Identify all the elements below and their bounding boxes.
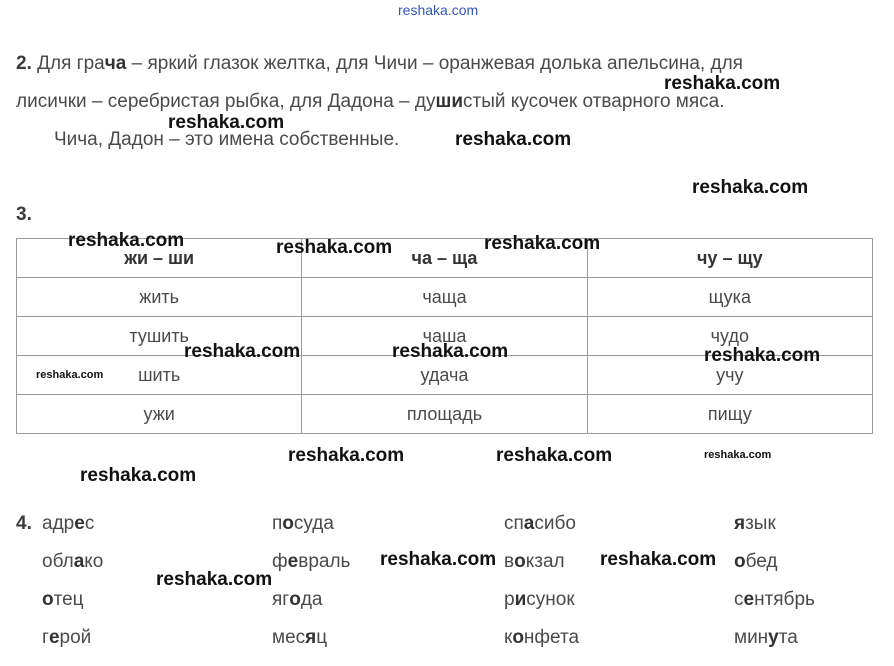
watermark: reshaka.com [704, 449, 772, 461]
ex4-word [734, 551, 778, 573]
ex4-word-part: нтябрь [754, 589, 815, 610]
ex2-line1-b: ча [104, 53, 127, 74]
ex4-word-part: п [272, 513, 283, 534]
ex4-word [734, 589, 815, 611]
ex2-line1-c: – яркий глазок желтка, для Чичи – оранжевая долька апельсина, для [126, 53, 743, 74]
ex4-word-part: нфета [523, 627, 580, 648]
table-cell: ужи [17, 395, 302, 434]
ex2-line2-c: стый кусочек отварного мяса. [463, 91, 725, 112]
watermark: reshaka.com [288, 445, 405, 466]
ex4-word-part: ф [272, 551, 288, 572]
ex4-word-part: да [300, 589, 323, 610]
watermark: reshaka.com [68, 230, 185, 251]
watermark: reshaka.com [184, 341, 301, 362]
ex4-word-part: сп [504, 513, 524, 534]
ex4-word-stressed-letter: е [74, 513, 85, 534]
ex4-word [504, 589, 575, 611]
ex4-word-part: бед [745, 551, 778, 572]
table-row [17, 395, 873, 434]
ex4-word-stressed-letter: о [289, 589, 301, 610]
ex2-number: 2. [16, 53, 32, 74]
ex4-word-part: ко [84, 551, 104, 572]
ex4-word [272, 551, 350, 573]
ex4-word [42, 513, 94, 535]
ex4-word-stressed-letter: е [287, 551, 299, 572]
ex4-word-part: ц [316, 627, 328, 648]
ex4-word [504, 551, 565, 573]
ex4-word-part: рой [59, 627, 92, 648]
watermark: reshaka.com [704, 345, 821, 366]
table-header-cell: чу – щу [587, 239, 872, 278]
table-cell: чаша [302, 317, 587, 356]
ex4-word [42, 551, 103, 573]
table-cell: учу [587, 356, 872, 395]
ex4-word-part: мес [272, 627, 306, 648]
ex4-word-part: зык [745, 513, 776, 534]
ex4-word-part: кзал [525, 551, 565, 572]
ex4-word-stressed-letter: а [523, 513, 535, 534]
ex3-number: 3. [16, 204, 32, 225]
ex4-word [272, 513, 334, 535]
ex4-word [734, 513, 776, 535]
ex4-word-stressed-letter: е [743, 589, 755, 610]
table-cell: чудо [587, 317, 872, 356]
ex4-word-part: адр [42, 513, 75, 534]
ex4-word-stressed-letter: е [48, 627, 60, 648]
watermark: reshaka.com [455, 129, 572, 150]
ex4-word [272, 627, 327, 649]
table-cell: шить [17, 356, 302, 395]
ex4-word-part: суда [293, 513, 334, 534]
ex4-word-part: к [504, 627, 513, 648]
table-cell: удача [302, 356, 587, 395]
watermark: reshaka.com [664, 73, 781, 94]
ex4-word-part: в [504, 551, 515, 572]
ex2-line1 [16, 53, 743, 75]
ex4-word-part: с [734, 589, 744, 610]
table-header-cell: ча – ща [302, 239, 587, 278]
ex4-word-part: мин [734, 627, 769, 648]
table-cell: тушить [17, 317, 302, 356]
ex4-number: 4. [16, 513, 32, 534]
ex4-word-part: р [504, 589, 515, 610]
table-row [17, 278, 873, 317]
watermark: reshaka.com [600, 549, 717, 570]
ex4-word-part: тец [53, 589, 84, 610]
ex4-word [504, 513, 576, 535]
watermark: reshaka.com [692, 177, 809, 198]
table-cell: площадь [302, 395, 587, 434]
watermark: reshaka.com [496, 445, 613, 466]
ex4-word-stressed-letter: о [512, 627, 524, 648]
ex4-word-stressed-letter: о [42, 589, 54, 610]
ex4-word-stressed-letter: я [305, 627, 317, 648]
ex4-word-stressed-letter: и [514, 589, 527, 610]
table-cell: пищу [587, 395, 872, 434]
ex4-word [42, 589, 84, 611]
ex4-word-stressed-letter: я [734, 513, 746, 534]
ex3-table [16, 238, 873, 434]
ex4-word-part: сунок [526, 589, 575, 610]
ex4-word-part: г [42, 627, 49, 648]
ex4-word-stressed-letter: а [73, 551, 85, 572]
table-cell: чаща [302, 278, 587, 317]
ex4-word-part: враль [298, 551, 351, 572]
ex2-line2-b: ши [435, 91, 464, 112]
ex4-word-part: яг [272, 589, 290, 610]
ex2-line1-a: Для гра [37, 53, 105, 74]
watermark: reshaka.com [484, 233, 601, 254]
ex4-word [42, 627, 91, 649]
ex4-word-stressed-letter: о [734, 551, 746, 572]
ex2-line3: Чича, Дадон – это имена собственные. [54, 129, 400, 150]
watermark: reshaka.com [380, 549, 497, 570]
ex4-word-stressed-letter: у [768, 627, 779, 648]
watermark: reshaka.com [156, 569, 273, 590]
ex4-word-part: та [778, 627, 798, 648]
table-header-cell: жи – ши [17, 239, 302, 278]
watermark: reshaka.com [392, 341, 509, 362]
watermark: reshaka.com [80, 465, 197, 486]
ex4-word [272, 589, 322, 611]
ex4-word [504, 627, 579, 649]
ex4-word-part: обл [42, 551, 74, 572]
ex4-word-part: с [84, 513, 95, 534]
table-cell: жить [17, 278, 302, 317]
ex4-word-stressed-letter: о [282, 513, 294, 534]
ex4-word [734, 627, 798, 649]
watermark: reshaka.com [276, 237, 393, 258]
ex2-line2-a: лисички – серебристая рыбка, для Дадона – ду [16, 91, 436, 112]
watermark: reshaka.com [36, 369, 104, 381]
table-cell: щука [587, 278, 872, 317]
ex2-line2 [16, 91, 725, 113]
top-watermark: reshaka.com [398, 2, 479, 18]
watermark: reshaka.com [168, 112, 285, 133]
ex4-word-stressed-letter: о [514, 551, 526, 572]
ex4-word-part: сибо [534, 513, 576, 534]
